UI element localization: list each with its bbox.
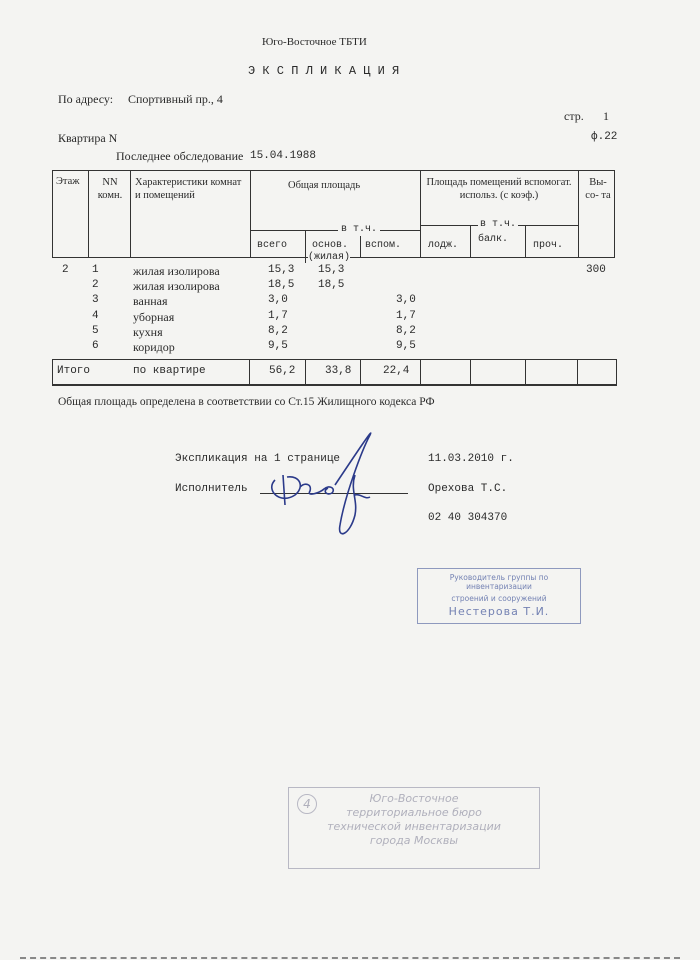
- totals-main: 33,8: [325, 365, 352, 377]
- address-value: Спортивный пр., 4: [128, 92, 223, 106]
- room-number: 6: [92, 340, 99, 352]
- room-total: 1,7: [268, 309, 288, 322]
- totals-label2: по квартире: [133, 365, 206, 377]
- stamp-line: Руководитель группы по инвентаризации: [449, 573, 549, 591]
- col-total: всего: [257, 240, 288, 251]
- room-name: кухня: [133, 324, 163, 339]
- col-height: Вы- со- та: [585, 177, 611, 201]
- totals-total: 56,2: [269, 365, 296, 377]
- room-main: 15,3: [318, 264, 345, 276]
- executor-label: Исполнитель: [175, 483, 248, 495]
- address-label: По адресу:: [58, 92, 114, 106]
- col-other: проч.: [533, 240, 564, 251]
- room-total: 3,0: [268, 294, 288, 307]
- room-name: жилая изолирова: [133, 264, 220, 278]
- col-aux: вспом.: [365, 240, 402, 251]
- totals-row: [52, 359, 617, 386]
- room-main: 18,5: [318, 279, 345, 292]
- room-number: 2: [92, 279, 99, 292]
- room-number: 1: [92, 264, 99, 276]
- floor-value: 2: [62, 264, 69, 276]
- room-number: 5: [92, 324, 99, 337]
- issue-date: 11.03.2010 г.: [428, 453, 514, 465]
- last-survey-label: Последнее обследование: [116, 149, 244, 163]
- col-characteristics: Характеристики комнат и помещений: [135, 177, 242, 201]
- room-aux: 3,0: [396, 294, 416, 307]
- room-number: 4: [92, 309, 99, 322]
- col-incl: в т.ч.: [338, 224, 380, 235]
- col-balcony: балк.: [478, 234, 509, 245]
- room-number: 3: [92, 294, 99, 307]
- stamp-line: города Москвы: [369, 834, 459, 847]
- col-total-area: Общая площадь: [288, 180, 361, 191]
- room-total: 18,5: [268, 279, 295, 292]
- signature-image: [255, 425, 395, 545]
- room-total: 15,3: [268, 264, 295, 276]
- last-survey-date: 15.04.1988: [250, 150, 317, 162]
- totals-label: Итого: [57, 365, 91, 377]
- stamp-number: 4: [297, 794, 317, 814]
- page-edge: [20, 957, 680, 959]
- apartment-label: Квартира N: [58, 131, 118, 145]
- col-main: основ.: [312, 240, 349, 251]
- col-floor: Этаж: [56, 176, 80, 187]
- room-aux: 8,2: [396, 324, 416, 337]
- form-number: ф.22: [591, 131, 618, 143]
- stamp-line: строений и сооружений: [451, 594, 547, 603]
- room-total: 9,5: [268, 340, 288, 352]
- page-label: стр.: [564, 109, 584, 123]
- totals-aux: 22,4: [383, 365, 410, 377]
- stamp-line: Юго-Восточное: [369, 792, 459, 805]
- page-number: 1: [603, 109, 609, 123]
- col-aux-area: Площадь помещений вспомогат. использ. (с коэф.): [426, 177, 572, 201]
- legal-note: Общая площадь определена в соответствии со Ст.15 Жилищного кодекса РФ: [58, 396, 435, 408]
- document-title: Э К С П Л И К А Ц И Я: [248, 64, 400, 78]
- col-room-no: NN комн.: [97, 177, 123, 201]
- supervisor-stamp: [417, 568, 581, 624]
- room-aux: 1,7: [396, 309, 416, 322]
- executor-code: 02 40 304370: [428, 512, 508, 524]
- org-name: Юго-Восточное ТБТИ: [262, 36, 367, 48]
- room-name: жилая изолирова: [133, 279, 220, 294]
- stamp-name: Нестерова Т.И.: [448, 605, 550, 618]
- col-living: (жилая): [308, 252, 351, 263]
- col-loggia: лодж.: [428, 240, 459, 251]
- bureau-stamp: [288, 787, 540, 869]
- stamp-line: территориальное бюро: [346, 806, 482, 819]
- executor-name: Орехова Т.С.: [428, 483, 508, 495]
- room-total: 8,2: [268, 324, 288, 337]
- room-name: уборная: [133, 309, 175, 324]
- room-name: коридор: [133, 340, 175, 354]
- col-incl2: в т.ч.: [480, 219, 517, 230]
- room-aux: 9,5: [396, 340, 416, 352]
- height-value: 300: [586, 264, 606, 276]
- pages-text: Экспликация на 1 странице: [175, 453, 341, 465]
- stamp-line: технической инвентаризации: [327, 820, 501, 833]
- room-name: ванная: [133, 294, 168, 309]
